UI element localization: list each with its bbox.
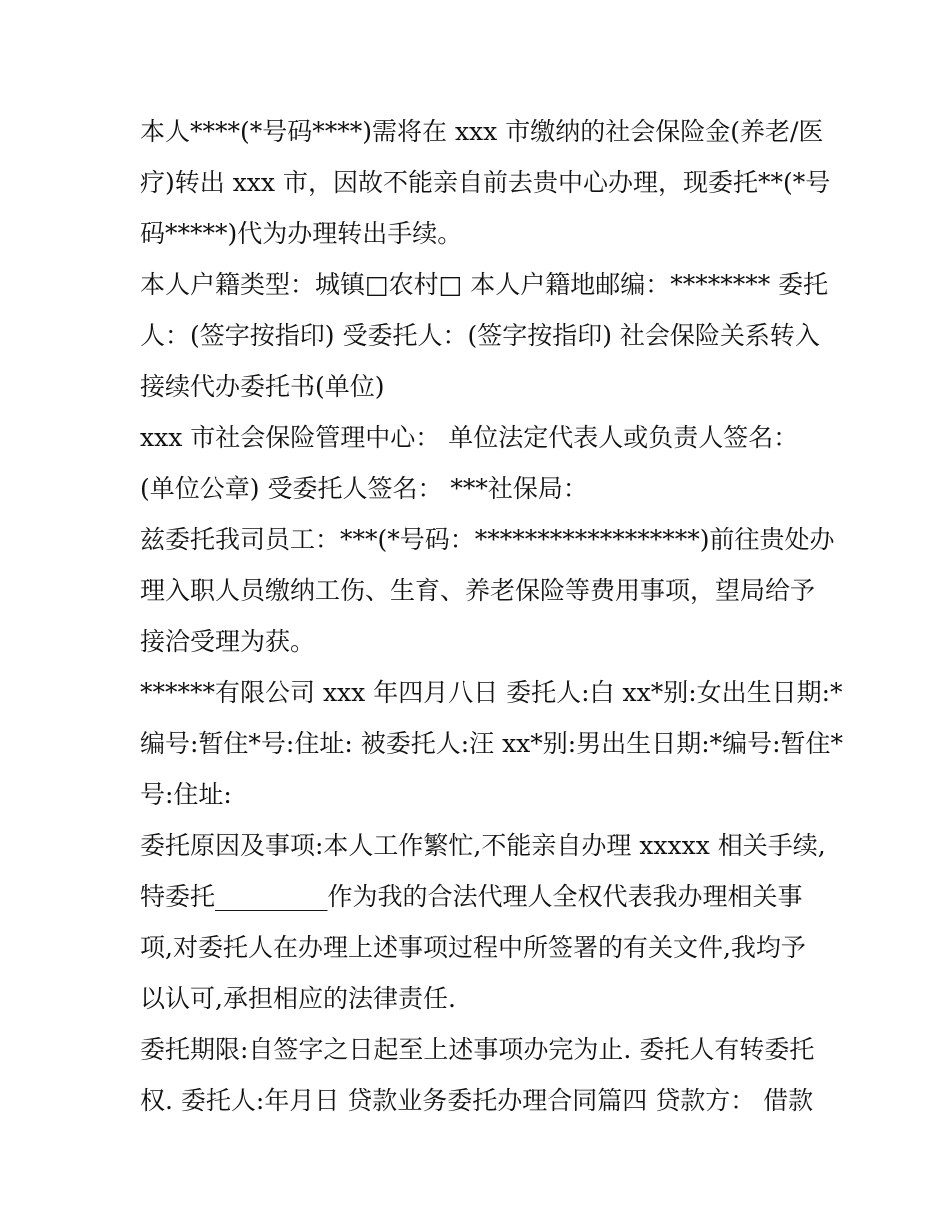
text-line: 码*****)代为办理转出手续。 <box>140 219 463 248</box>
text-line: 委托原因及事项:本人工作繁忙,不能亲自办理 xxxxx 相关手续, <box>140 831 826 860</box>
text-line: 接续代办委托书(单位) <box>140 372 385 401</box>
text-line: 权. 委托人:年月日 贷款业务委托办理合同篇四 贷款方： 借款 <box>140 1086 814 1115</box>
text-line: 委托期限:自签字之日起至上述事项办完为止. 委托人有转委托 <box>140 1035 815 1064</box>
text-line: 理入职人员缴纳工伤、生育、养老保险等费用事项，望局给予 <box>140 576 816 605</box>
document-body <box>140 106 844 1126</box>
text-line: 本人****(*号码****)需将在 xxx 市缴纳的社会保险金(养老/医 <box>140 117 824 146</box>
text-line: 以认可,承担相应的法律责任. <box>140 984 456 1013</box>
text-line: 人：(签字按指印) 受委托人：(签字按指印) 社会保险关系转入 <box>140 321 820 350</box>
text-line: 号:住址: <box>140 780 232 809</box>
text-line: 疗)转出 xxx 市，因故不能亲自前去贵中心办理，现委托**(*号 <box>140 168 831 197</box>
text-line: xxx 市社会保险管理中心： 单位法定代表人或负责人签名： <box>140 423 799 452</box>
text-line: 项,对委托人在办理上述事项过程中所签署的有关文件,我均予 <box>140 933 806 962</box>
text-line: 编号:暂住*号:住址: 被委托人:汪 xx*别:男出生日期:*编号:暂住* <box>140 729 844 758</box>
text-line: (单位公章) 受委托人签名： ***社保局： <box>140 474 588 503</box>
text-line: 接洽受理为获。 <box>140 627 316 656</box>
text-line: 特委托_________作为我的合法代理人全权代表我办理相关事 <box>140 882 803 911</box>
text-line: 本人户籍类型：城镇□农村□ 本人户籍地邮编：******** 委托 <box>140 270 829 299</box>
text-line: 兹委托我司员工：***(*号码：******************)前往贵处办 <box>140 525 835 554</box>
text-line: ******有限公司 xxx 年四月八日 委托人:白 xx*别:女出生日期:* <box>140 678 843 707</box>
